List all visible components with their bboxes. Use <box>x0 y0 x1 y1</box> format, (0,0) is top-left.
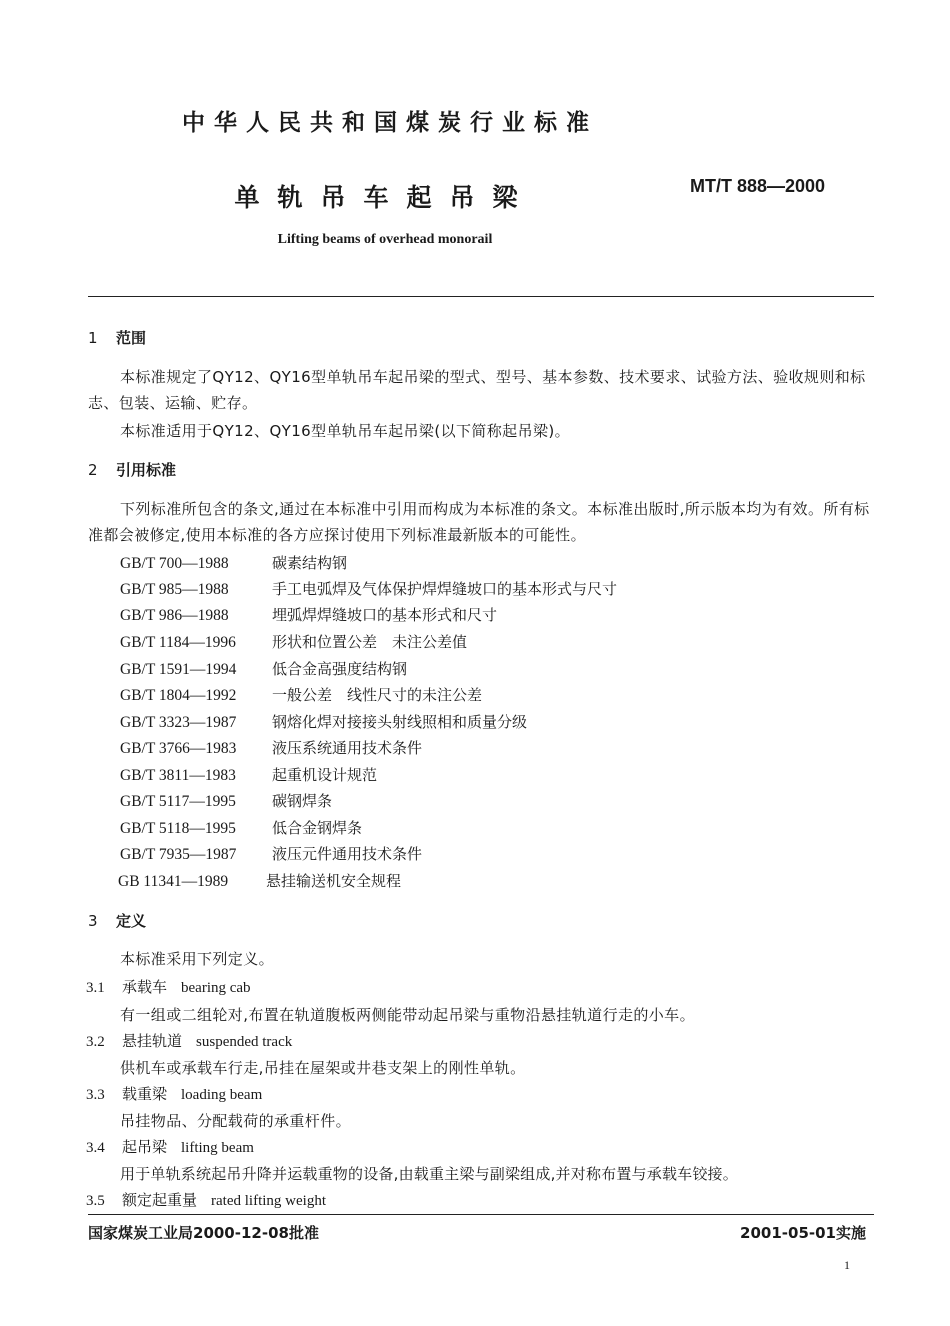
section-heading-scope <box>88 327 146 348</box>
reference-title: 形状和位置公差 未注公差值 <box>272 633 468 651</box>
reference-code: GB/T 1591—1994 <box>120 661 237 678</box>
definition-number: 3.1 <box>86 980 105 996</box>
definition-term-en: lifting beam <box>181 1140 254 1156</box>
reference-title: 碳钢焊条 <box>272 792 333 810</box>
org-title: 中华人民共和国煤炭行业标准 <box>182 110 598 136</box>
definition-term-zh: 悬挂轨道 <box>122 1032 183 1050</box>
definition-term-en: suspended track <box>196 1034 293 1050</box>
reference-item <box>118 870 401 891</box>
reference-code: GB/T 7935—1987 <box>120 846 237 863</box>
reference-title: 碳素结构钢 <box>272 554 348 572</box>
definition-term <box>86 1083 262 1104</box>
section-heading-definitions <box>88 910 146 931</box>
section-number: 1 <box>88 329 98 347</box>
section-title: 引用标准 <box>116 461 177 479</box>
reference-item <box>120 604 497 625</box>
definition-term-zh: 载重梁 <box>122 1085 168 1103</box>
definition-term-en: bearing cab <box>181 980 251 996</box>
page-number: 1 <box>844 1258 850 1272</box>
definitions-intro: 本标准采用下列定义。 <box>120 950 275 968</box>
reference-code: GB/T 1184—1996 <box>120 634 236 651</box>
definition-number: 3.3 <box>86 1087 105 1103</box>
section-number: 3 <box>88 912 98 930</box>
reference-title: 钢熔化焊对接接头射线照相和质量分级 <box>272 713 528 731</box>
reference-title: 手工电弧焊及气体保护焊焊缝坡口的基本形式与尺寸 <box>272 580 618 598</box>
english-title: Lifting beams of overhead monorail <box>277 232 493 247</box>
definition-term <box>86 1136 254 1157</box>
reference-item <box>120 843 422 864</box>
reference-code: GB/T 986—1988 <box>120 607 229 624</box>
reference-title: 起重机设计规范 <box>272 766 378 784</box>
definition-term <box>86 976 251 997</box>
reference-title: 液压系统通用技术条件 <box>272 739 423 757</box>
definition-description: 吊挂物品、分配载荷的承重杆件。 <box>120 1112 352 1130</box>
definition-description: 用于单轨系统起吊升降并运载重物的设备,由载重主梁与副梁组成,并对称布置与承载车铰接。 <box>120 1165 738 1183</box>
reference-title: 悬挂输送机安全规程 <box>266 872 402 890</box>
doc-title: 单轨吊车起吊梁 <box>234 183 536 212</box>
reference-title: 液压元件通用技术条件 <box>272 845 423 863</box>
reference-title: 低合金高强度结构钢 <box>272 660 408 678</box>
reference-title: 埋弧焊焊缝坡口的基本形式和尺寸 <box>272 606 498 624</box>
definition-number: 3.5 <box>86 1193 105 1209</box>
reference-item <box>120 817 362 838</box>
definition-term-zh: 额定起重量 <box>122 1191 198 1209</box>
reference-item <box>120 658 407 679</box>
reference-item <box>120 790 332 811</box>
definition-term-en: rated lifting weight <box>211 1193 326 1209</box>
reference-item <box>120 711 527 732</box>
definition-number: 3.4 <box>86 1140 105 1156</box>
reference-code: GB/T 3811—1983 <box>120 767 236 784</box>
definition-term <box>86 1189 326 1210</box>
footer-divider <box>88 1214 874 1215</box>
section-title: 范围 <box>116 329 147 347</box>
reference-item <box>120 737 422 758</box>
reference-title: 低合金钢焊条 <box>272 819 363 837</box>
section-number: 2 <box>88 461 98 479</box>
scope-paragraph-1: 本标准规定了QY12、QY16型单轨吊车起吊梁的型式、型号、基本参数、技术要求、试验方法、验收规则和标志、包装、运输、贮存。 <box>88 368 866 412</box>
definition-number: 3.2 <box>86 1034 105 1050</box>
reference-code: GB/T 5118—1995 <box>120 820 236 837</box>
reference-code: GB/T 985—1988 <box>120 581 229 598</box>
reference-item <box>120 764 377 785</box>
reference-item <box>120 631 467 652</box>
scope-paragraph-2: 本标准适用于QY12、QY16型单轨吊车起吊梁(以下简称起吊梁)。 <box>120 422 571 440</box>
reference-code: GB/T 1804—1992 <box>120 687 237 704</box>
section-heading-references <box>88 459 176 480</box>
reference-title: 一般公差 线性尺寸的未注公差 <box>272 686 483 704</box>
reference-code: GB/T 700—1988 <box>120 555 229 572</box>
definition-term-zh: 承载车 <box>122 978 168 996</box>
definition-term <box>86 1030 292 1051</box>
definition-term-en: loading beam <box>181 1087 263 1103</box>
header-divider <box>88 296 874 297</box>
references-intro: 下列标准所包含的条文,通过在本标准中引用而构成为本标准的条文。本标准出版时,所示版本均为有效。所有标准都会被修定,使用本标准的各方应探讨使用下列标准最新版本的可能性。 <box>88 500 870 544</box>
reference-item <box>120 552 347 573</box>
reference-code: GB/T 3323—1987 <box>120 714 237 731</box>
reference-code: GB/T 3766—1983 <box>120 740 237 757</box>
section-title: 定义 <box>116 912 147 930</box>
definition-description: 有一组或二组轮对,布置在轨道腹板两侧能带动起吊梁与重物沿悬挂轨道行走的小车。 <box>120 1006 695 1024</box>
reference-code: GB/T 5117—1995 <box>120 793 236 810</box>
definition-description: 供机车或承载车行走,吊挂在屋架或井巷支架上的刚性单轨。 <box>120 1059 526 1077</box>
approval-line: 国家煤炭工业局2000-12-08批准 <box>88 1224 319 1242</box>
standard-number: MT/T 888—2000 <box>690 176 826 196</box>
reference-code: GB 11341—1989 <box>118 873 229 890</box>
definition-term-zh: 起吊梁 <box>122 1138 168 1156</box>
reference-item <box>120 684 482 705</box>
implementation-line: 2001-05-01实施 <box>740 1224 866 1242</box>
reference-item <box>120 578 617 599</box>
